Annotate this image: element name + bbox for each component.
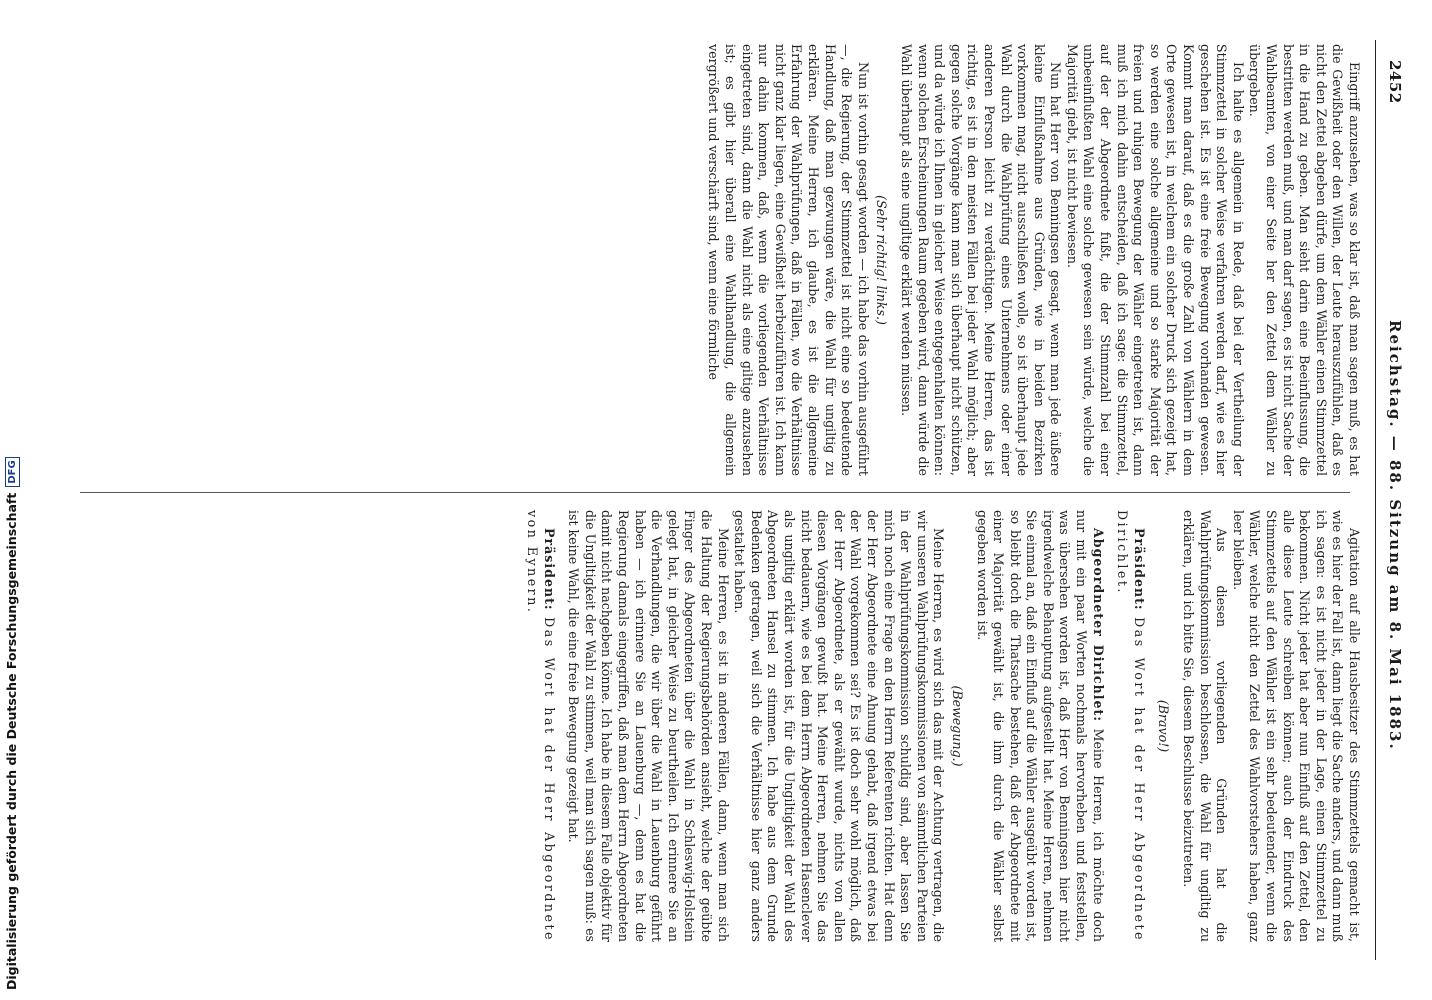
paragraph: Agitation auf alle Hausbesitzer des Stimmzettels gemacht ist, wie es hier der Fall ist, dann liegt die Sache anders, und dann muß ich sagen: es ist nicht jeder in der Lage, einen Stimmzettel zu bekommen. Nicht jeder hat aber nun Einfluß auf den Zettel, den alle diese Leute schreiben können; auch der Eindruck des Stimmzettels auf den Wähler ist ein sehr bedeutender, wenn die Wähler, welche nicht den Zettel des Wahlvorstehers haben, ganz leer bleiben. bbox=[1230, 510, 1362, 942]
speech bbox=[973, 510, 1106, 942]
paragraph: Eingriff anzusehen, was so klar ist, daß man sagen muß, es hat die Gewißheit oder den Willen, der Leute herauszufühlen, daß es nicht den Zettel abgeben dürfe, um dem Wähler einen Stimmzettel in die Hand zu geben. Man sieht darin eine Beeinflussung, die bestritten werden muß, und man darf sagen, es ist nicht Sache der Wahlbeamten, von einer Seite her den Zettel dem Wähler zu übergeben. bbox=[1247, 44, 1362, 476]
digitization-attribution bbox=[4, 457, 20, 990]
speech-text: Meine Herren, ich möchte doch nur mit ein paar Worten nochmals hervorheben und feststellen, was übersehen worden ist, daß Herr von Benningsen hier nicht irgendwelche Behauptung aufgestellt hat. Meine Herren, nehmen Sie einmal an, daß ein Einfluß auf die Wähler ausgeübt worden ist, so bleibt doch die Thatsache bestehen, daß der Abgeordnete mit einer Majorität gewählt ist, die ihm durch die Wähler selbst gegeben worden ist. bbox=[974, 510, 1106, 942]
paragraph: Meine Herren, es wird sich das mit der Achtung vertragen, die wir unseren Wahlprüfungskommissionen von sämmtlichen Parteien in der Wahlprüfungskommission schuldig sind, aber lassen Sie mich noch eine Frage an den Herrn Referenten richten. Hat denn der Herr Abgeordnete eine Ahnung gehabt, daß irgend etwas bei der Wahl vorgekommen sei? Es ist doch sehr wohl möglich, daß der Herr Abgeordnete, als er gewählt wurde, nichts von allen diesen Vorgängen gewußt hat. Meine Herren, nehmen Sie das nicht bedauern, wie es bei dem Herrn Abgeordneten Hasenclever als ungiltig erklärt worden ist, für die Ungiltigkeit der Wahl des Abgeordneten Hansel zu stimmen. Ich habe aus dem Grunde Bedenken getragen, weil sich die Verhältnisse hier ganz anders gestaltet haben. bbox=[732, 510, 947, 942]
speaker-label: Präsident: bbox=[1131, 528, 1147, 611]
interjection: (Bravo!) bbox=[1156, 699, 1172, 753]
running-title: Reichstag. — 88. Sitzung am 8. Mai 1883. bbox=[1386, 320, 1404, 751]
interjection: (Bewegung.) bbox=[949, 685, 965, 767]
paragraph: Aus diesen vorliegenden Gründen hat die Wahlprüfungskommission beschlossen, die Wahl für ungiltig zu erklären, und ich bitte Sie, diesem Beschlusse beizutreten. bbox=[1181, 510, 1230, 942]
attribution-text: Digitalisierung gefördert durch die Deutsche Forschungsgemeinschaft bbox=[4, 492, 19, 990]
speech-text: Das Wort hat der Herr Abgeordnete Dirichlet. bbox=[1115, 510, 1147, 942]
paragraph: Ich halte es allgemein in Rede, daß bei der Vertheilung der Stimmzettel in solcher Weise verfahren werden darf, wie es hier geschehen ist. Es ist eine freie Bewegung vorhanden gewesen. Kommt man darauf, daß es die große Zahl von Wählern in dem Orte gewesen ist, in welchem ein solcher Druck sich gezeigt hat, so werden eine solche allgemeine und so starke Majorität der freien und ruhigen Bewegung der Wähler eingetreten ist, dann muß ich mich dahin entscheiden, daß ich sage: die Stimmzettel, auf der der Abgeordnete fußt, die der Stimmzahl bei einer unbeeinflußten Wahl eine solche gewesen sein würde, welche die Majorität giebt, ist nicht bewiesen. bbox=[1064, 44, 1246, 476]
header-rule bbox=[1375, 40, 1376, 960]
speech bbox=[1114, 510, 1147, 942]
dfg-logo-icon: DFG bbox=[5, 457, 20, 486]
left-column bbox=[92, 44, 1362, 476]
speaker-label: Präsident: bbox=[541, 528, 557, 611]
rotated-document-page bbox=[80, 40, 1410, 960]
paragraph: Nun ist vorhin gesagt worden — ich habe das vorhin ausgeführt —, die Regierung, der Stimmzettel ist nicht eine so bedeutende Handlung, daß man gezwungen wäre, die Wahl für ungiltig zu erklären. Meine Herren, ich glaube, es ist die allgemeine Erfahrung der Wahlprüfungen, daß in Fällen, wo die Verhältnisse nicht ganz klar liegen, eine Gewißheit herbeizuführen ist. Ich kann nur dahin kommen, daß, wenn die vorliegenden Verhältnisse eingetreten sind, dann die Wahl nicht als eine giltige anzusehen ist; es gibt hier überall eine Wahlhandlung, die allgemein vergrößert und verschärft sind, wenn eine förmliche bbox=[706, 44, 871, 476]
paragraph: Nun hat Herr von Benningsen gesagt, wenn man jede äußere kleine Einflußnahme aus Gründen, wie in beiden Bezirken vorkommen mag, nicht ausschließen wolle, so ist überhaupt jede Wahl durch die Wahlprüfung eines Unternehmens oder einer anderen Person leicht zu verdächtigen. Meine Herren, das ist richtig, es ist in den meisten Fällen bei jeder Wahl möglich; aber gegen solche Vorgänge kann man sich überhaupt nicht schützen, und da würde ich Ihnen in gleicher Weise entgegenhalten können: wenn solchen Erscheinungen Raum gegeben wird, dann würde die Wahl überhaupt als eine ungiltige erklärt werden müssen. bbox=[898, 44, 1064, 476]
right-column bbox=[92, 510, 1362, 942]
page-number: 2452 bbox=[1386, 60, 1404, 104]
column-divider bbox=[80, 492, 1350, 493]
page-header bbox=[1370, 40, 1410, 960]
speech-text: Das Wort hat der Herr Abgeordnete von Eynern. bbox=[525, 510, 557, 942]
interjection: (Sehr richtig! links.) bbox=[874, 195, 890, 325]
paragraph: Meine Herren, es ist in anderen Fällen, dann, wenn man sich die Haltung der Regierungsbehörden ansieht, welche der geübte Finger des Abgeordneten über die Wahl in Schleswig-Holstein gelegt hat, in gleicher Weise zu beurtheilen. Ich erinnere Sie an die Verhandlungen, die wir über die Wahl in Lauenburg geführt haben — ich erinnere Sie an Lauenburg —, denn es hat die Regierung damals eingegriffen, daß man dem Herrn Abgeordneten damit nicht nachgeben könne. Ich habe in diesem Falle objektiv für die Ungiltigkeit der Wahl zu stimmen, weil man sich sagen muß: es ist keine Wahl, die eine freie Bewegung gezeigt hat. bbox=[566, 510, 731, 942]
speaker-label: Abgeordneter Dirichlet: bbox=[1090, 528, 1106, 723]
speech bbox=[524, 510, 557, 942]
